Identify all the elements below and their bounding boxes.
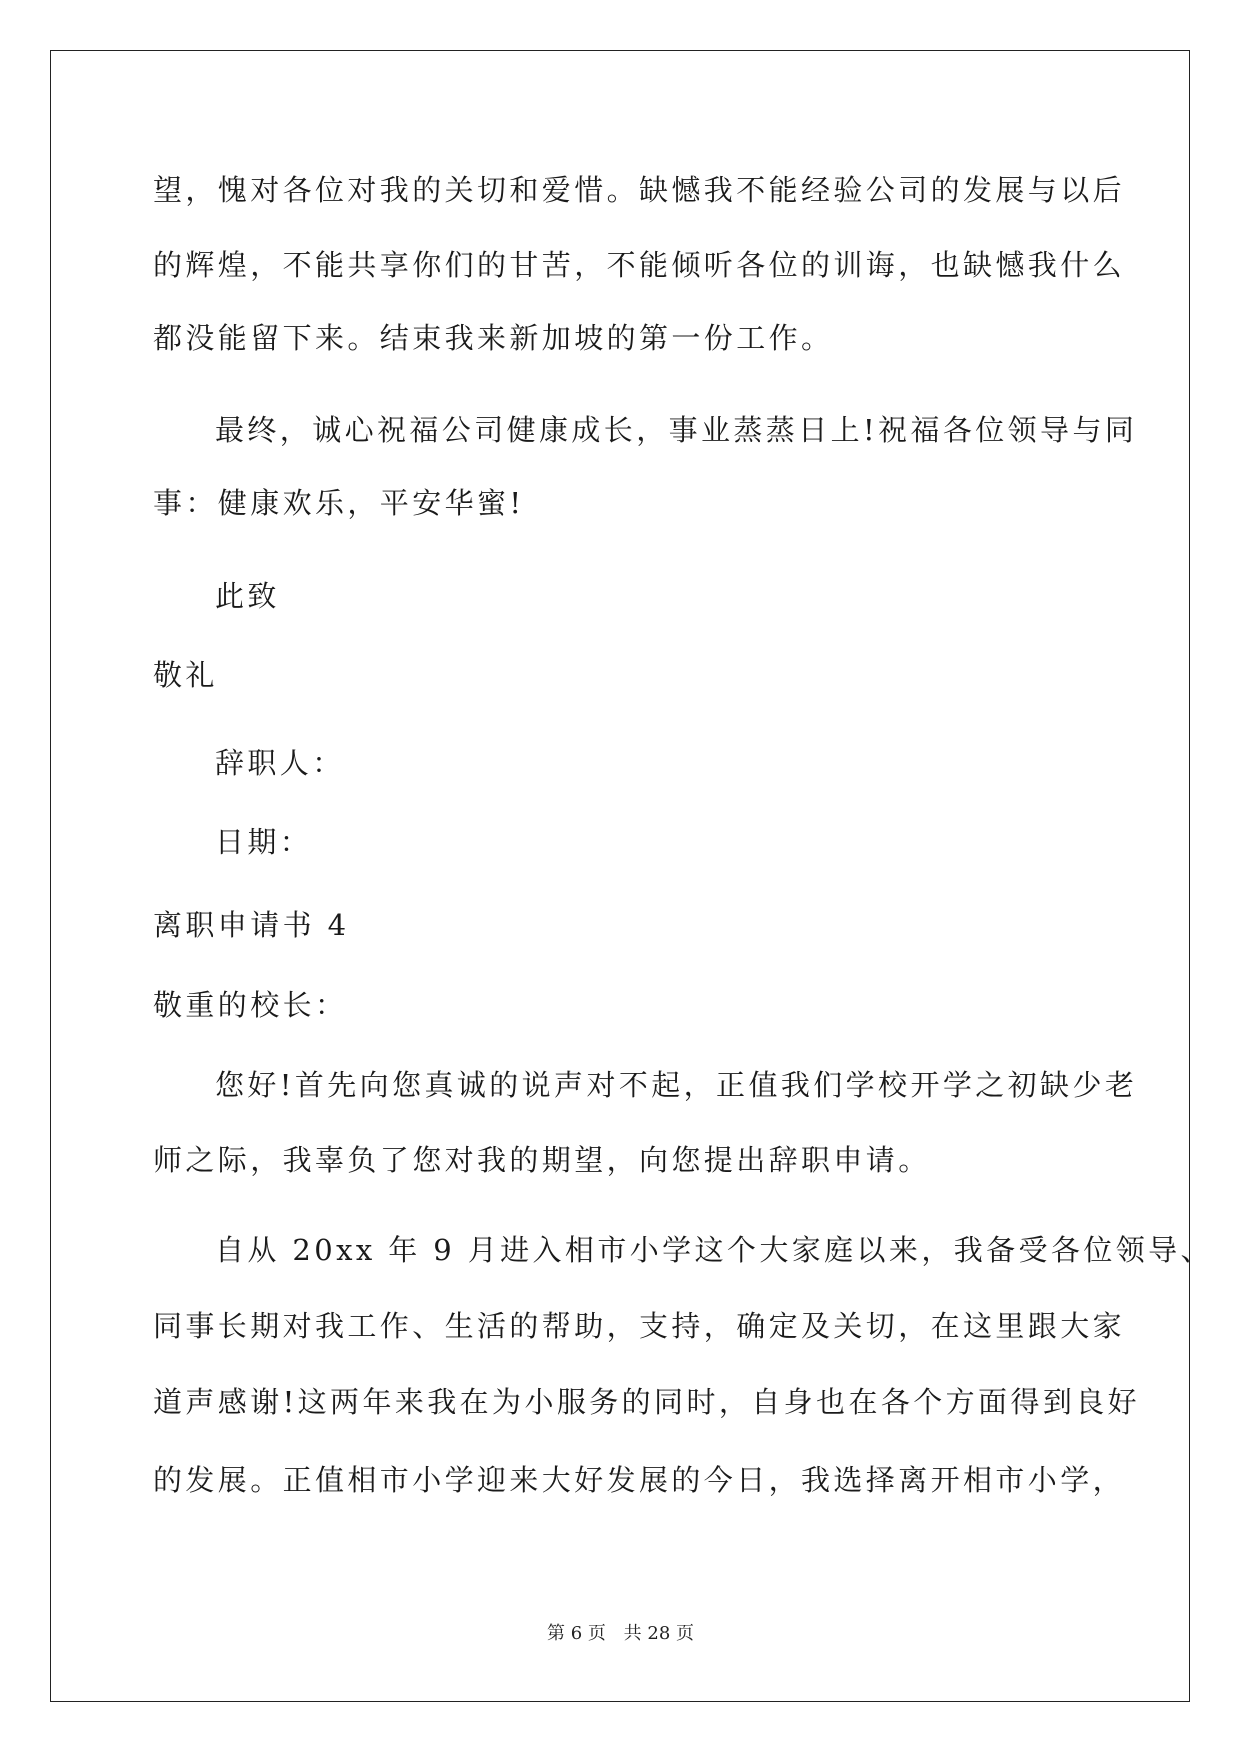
text-line: 最终，诚心祝福公司健康成长，事业蒸蒸日上!祝福各位领导与同 [215,413,1138,447]
date-label: 日期： [215,825,313,859]
letter-greeting: 敬重的校长： [153,988,348,1022]
page-total: 共 28 页 [623,1623,694,1644]
text-line: 自从 20xx 年 9 月进入相市小学这个大家庭以来，我备受各位领导、 [215,1233,1213,1267]
text-line: 同事长期对我工作、生活的帮助，支持，确定及关切，在这里跟大家 [153,1309,1126,1343]
text-line: 的发展。正值相市小学迎来大好发展的今日，我选择离开相市小学， [153,1463,1126,1497]
text-line: 都没能留下来。结束我来新加坡的第一份工作。 [153,321,834,355]
signature-label: 辞职人： [215,746,345,780]
closing-salutation: 此致 [215,579,280,613]
text-line: 望，愧对各位对我的关切和爱惜。缺憾我不能经验公司的发展与以后 [153,173,1126,207]
text-line: 道声感谢!这两年来我在为小服务的同时，自身也在各个方面得到良好 [153,1385,1141,1419]
text-line: 师之际，我辜负了您对我的期望，向您提出辞职申请。 [153,1143,931,1177]
page-border [50,50,1190,1702]
section-title: 离职申请书 4 [153,908,350,942]
text-line: 的辉煌，不能共享你们的甘苦，不能倾听各位的训诲，也缺憾我什么 [153,248,1126,282]
text-line: 事：健康欢乐，平安华蜜! [153,486,525,520]
closing-respect: 敬礼 [153,658,218,692]
page-number: 第 6 页 [547,1623,606,1644]
page-footer [0,1623,1241,1645]
text-line: 您好!首先向您真诚的说声对不起，正值我们学校开学之初缺少老 [215,1068,1138,1102]
